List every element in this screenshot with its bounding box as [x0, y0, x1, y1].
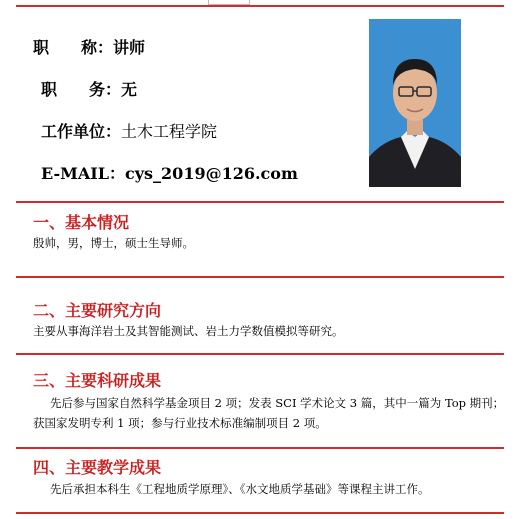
section-text-achievements-line1: 先后参与国家自然科学基金项目 2 项；发表 SCI 学术论文 3 篇，其中一篇为 Top 期刊； — [50, 396, 505, 410]
email-value: cys_2019@126.com — [125, 164, 298, 183]
divider-1 — [16, 201, 504, 203]
title-value: 讲师 — [113, 38, 146, 57]
section-heading-basic: 一、基本情况 — [33, 213, 130, 232]
position-row — [41, 77, 137, 100]
section-text-basic: 殷帅，男，博士，硕士生导师。 — [33, 236, 194, 250]
divider-3 — [16, 353, 504, 355]
section-heading-achievements: 三、主要科研成果 — [33, 371, 162, 390]
title-label: 职 称： — [33, 38, 114, 57]
section-heading-research: 二、主要研究方向 — [33, 301, 162, 320]
divider-2 — [16, 276, 504, 278]
unit-value: 土木工程学院 — [121, 122, 218, 141]
position-label: 职 务： — [41, 80, 122, 99]
unit-row — [41, 119, 217, 142]
divider-5 — [16, 512, 504, 514]
section-text-teaching: 先后承担本科生《工程地质学原理》、《水文地质学基础》等课程主讲工作。 — [50, 482, 430, 496]
portrait-photo — [369, 19, 461, 187]
section-text-research: 主要从事海洋岩土及其智能测试、岩土力学数值模拟等研究。 — [33, 324, 344, 338]
top-divider — [16, 5, 504, 7]
email-row — [41, 161, 298, 184]
unit-label: 工作单位： — [41, 122, 122, 141]
section-heading-teaching: 四、主要教学成果 — [33, 458, 162, 477]
portrait-icon — [369, 19, 461, 187]
position-value: 无 — [121, 80, 138, 99]
title-row — [33, 35, 145, 58]
email-label: E-MAIL： — [41, 164, 125, 183]
section-text-achievements-line2: 获国家发明专利 1 项；参与行业技术标准编制项目 2 项。 — [33, 416, 327, 430]
top-tab — [208, 0, 250, 5]
divider-4 — [16, 447, 504, 449]
